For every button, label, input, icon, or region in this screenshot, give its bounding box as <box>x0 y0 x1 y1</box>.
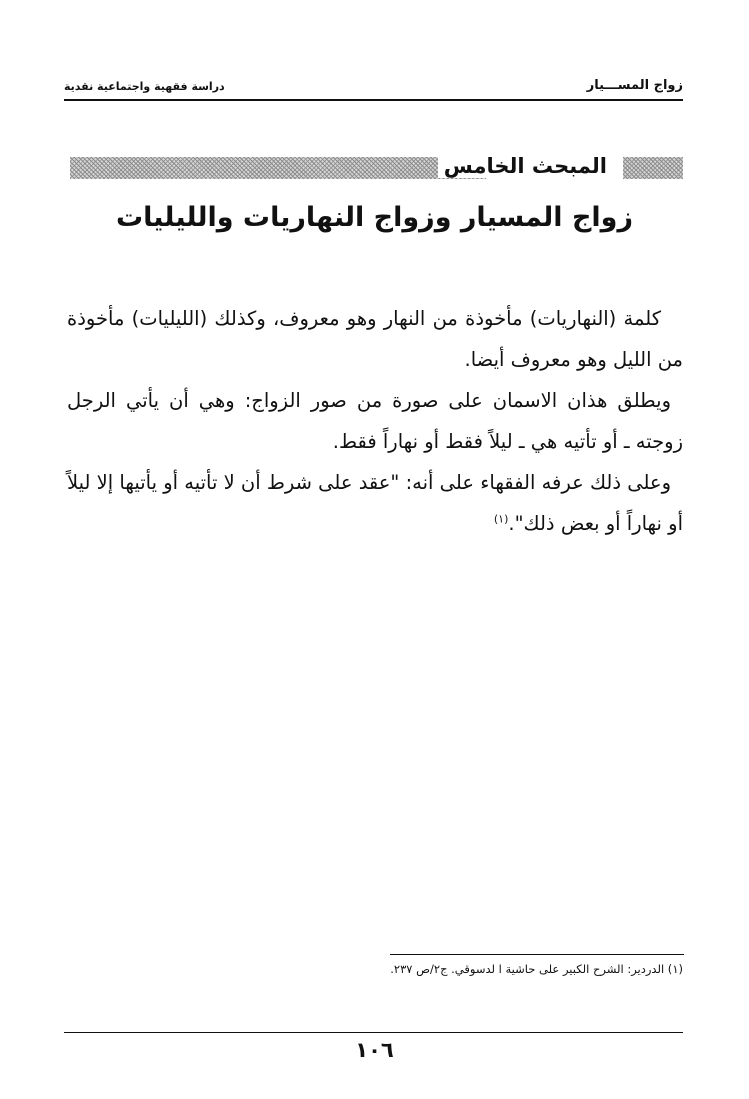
heading-hatch-right <box>623 157 683 179</box>
section-title: زواج المسيار وزواج النهاريات والليليات <box>116 202 633 233</box>
heading-hatch-left <box>70 157 486 179</box>
body-paragraph-with-reference <box>67 462 683 544</box>
footnote-divider <box>390 954 684 955</box>
page-number: ١٠٦ <box>355 1038 394 1062</box>
body-text <box>67 298 683 544</box>
running-header <box>64 74 683 98</box>
running-header-title: زواج المســـيار <box>586 78 683 93</box>
body-paragraph: وعلى ذلك عرفه الفقهاء على أنه: "عقد على شرط أن لا تأتيه أو يأتيها إلا ليلاً أو نهاراً أو بعض ذلك". <box>67 471 683 535</box>
header-divider <box>64 99 683 101</box>
running-header-subtitle: دراسة فقهية واجتماعية نقدية <box>64 80 225 93</box>
footnote-reference: (١) <box>493 512 509 526</box>
section-heading-bar <box>70 154 683 184</box>
body-paragraph: ويطلق هذان الاسمان على صورة من صور الزواج: وهي أن يأتي الرجل زوجته ـ أو تأتيه هي ـ ليلاً فقط أو نهاراً فقط. <box>67 389 683 453</box>
body-paragraph: كلمة (النهاريات) مأخوذة من النهار وهو معروف، وكذلك (الليليات) مأخوذة من الليل وهو معروف أيضا. <box>67 307 683 371</box>
section-label: المبحث الخامس <box>438 154 613 178</box>
footnote: (١) الدردير: الشرح الكبير على حاشية ا لدسوقي. ج٢/ص ٢٣٧. <box>390 962 683 976</box>
footer-divider <box>64 1032 683 1033</box>
